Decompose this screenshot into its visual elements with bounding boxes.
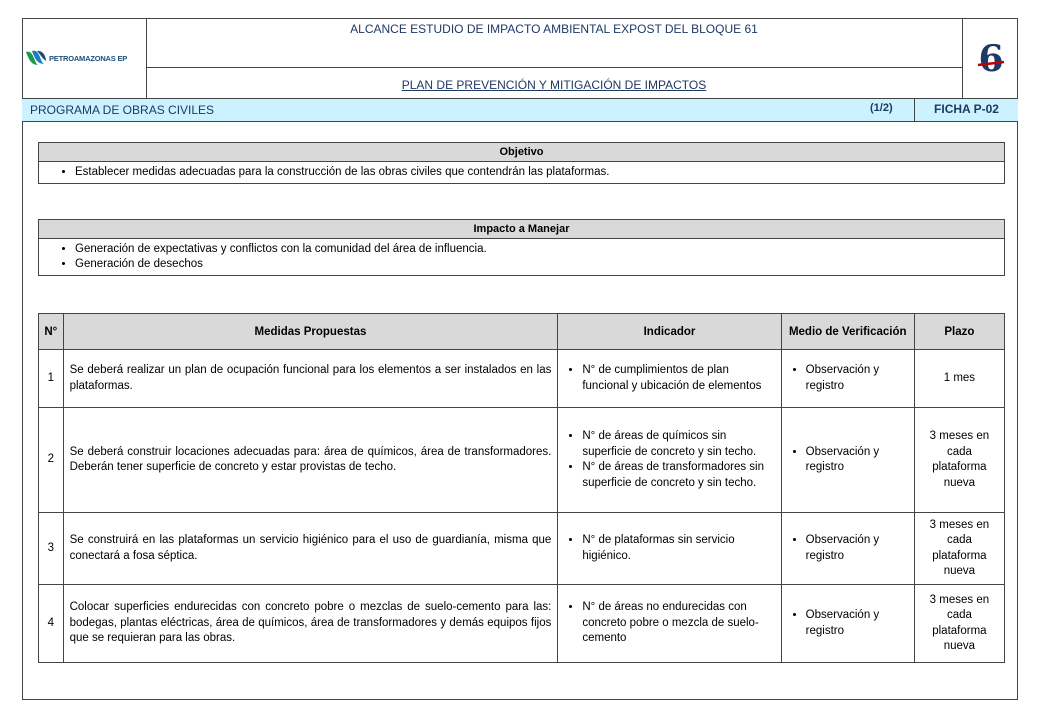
row-number: 2 bbox=[39, 408, 64, 513]
row-number: 3 bbox=[39, 513, 64, 585]
ficha-code: FICHA P-02 bbox=[914, 98, 1018, 122]
document-header bbox=[22, 18, 1018, 98]
indicator-cell bbox=[558, 585, 781, 663]
verification-cell bbox=[781, 585, 914, 663]
impact-title: Impacto a Manejar bbox=[39, 220, 1004, 239]
table-row bbox=[39, 350, 1005, 408]
objective-box bbox=[38, 142, 1005, 184]
chapter-badge bbox=[962, 18, 1019, 98]
list-item: • N° de áreas no endurecidas con concreto pobre o mezcla de suelo-cemento bbox=[582, 600, 774, 647]
verification-cell bbox=[781, 513, 914, 585]
header-indicador: Indicador bbox=[558, 314, 781, 350]
chapter-number: 6 bbox=[978, 41, 1004, 75]
indicator-cell bbox=[558, 513, 781, 585]
list-item: • N° de plataformas sin servicio higiénico. bbox=[582, 533, 774, 564]
list-item: • N° de áreas de transformadores sin superficie de concreto y sin techo. bbox=[582, 460, 774, 491]
page-indicator: (1/2) bbox=[870, 102, 893, 114]
table-header-row bbox=[39, 314, 1005, 350]
table-row bbox=[39, 585, 1005, 663]
document-subtitle: PLAN DE PREVENCIÓN Y MITIGACIÓN DE IMPACTOS bbox=[401, 78, 707, 92]
objective-list bbox=[39, 162, 1004, 183]
measures-table bbox=[38, 313, 1005, 663]
deadline-cell: 3 meses en cada plataforma nueva bbox=[914, 513, 1004, 585]
title-cell bbox=[146, 18, 962, 98]
verification-cell bbox=[781, 350, 914, 408]
impact-box bbox=[38, 219, 1005, 276]
measure-text: Se deberá construir locaciones adecuadas para: área de químicos, área de transformadores. Deberán tener superficie de concreto y estar provistas de techo. bbox=[63, 408, 558, 513]
petroamazonas-logo-icon bbox=[25, 49, 47, 67]
header-plazo: Plazo bbox=[914, 314, 1004, 350]
list-item: • Generación de desechos bbox=[75, 257, 1004, 272]
company-logo bbox=[22, 18, 147, 98]
measure-text: Se deberá realizar un plan de ocupación funcional para los elementos a ser instalados en las plataformas. bbox=[63, 350, 558, 408]
deadline-cell: 3 meses en cada plataforma nueva bbox=[914, 408, 1004, 513]
list-item: • Establecer medidas adecuadas para la construcción de las obras civiles que contendrán las plataformas. bbox=[75, 165, 1004, 180]
row-number: 1 bbox=[39, 350, 64, 408]
verification-cell bbox=[781, 408, 914, 513]
impact-list bbox=[39, 239, 1004, 275]
header-medidas: Medidas Propuestas bbox=[63, 314, 558, 350]
list-item: • Observación y registro bbox=[806, 363, 908, 394]
objective-title: Objetivo bbox=[39, 143, 1004, 162]
list-item: • N° de cumplimientos de plan funcional y ubicación de elementos bbox=[582, 363, 774, 394]
list-item: • Generación de expectativas y conflictos con la comunidad del área de influencia. bbox=[75, 242, 1004, 257]
header-verificacion: Medio de Verificación bbox=[781, 314, 914, 350]
header-num: N° bbox=[39, 314, 64, 350]
table-row bbox=[39, 408, 1005, 513]
list-item: • Observación y registro bbox=[806, 445, 908, 476]
list-item: • Observación y registro bbox=[806, 533, 908, 564]
row-number: 4 bbox=[39, 585, 64, 663]
indicator-cell bbox=[558, 350, 781, 408]
deadline-cell: 3 meses en cada plataforma nueva bbox=[914, 585, 1004, 663]
program-bar bbox=[22, 98, 1018, 122]
list-item: • N° de áreas de químicos sin superficie de concreto y sin techo. bbox=[582, 429, 774, 460]
measure-text: Se construirá en las plataformas un servicio higiénico para el uso de guardianía, misma que conectará a fosa séptica. bbox=[63, 513, 558, 585]
chapter-number-icon bbox=[974, 41, 1008, 75]
document-title: ALCANCE ESTUDIO DE IMPACTO AMBIENTAL EXPOST DEL BLOQUE 61 bbox=[146, 18, 962, 68]
list-item: • Observación y registro bbox=[806, 608, 908, 639]
program-label: PROGRAMA DE OBRAS CIVILES bbox=[30, 103, 215, 117]
indicator-cell bbox=[558, 408, 781, 513]
deadline-cell: 1 mes bbox=[914, 350, 1004, 408]
logo-text: PETROAMAZONAS EP bbox=[49, 53, 128, 63]
table-row bbox=[39, 513, 1005, 585]
measure-text: Colocar superficies endurecidas con concreto pobre o mezclas de suelo-cemento para las: bodegas, plantas eléctricas, área de químicos, área de transformadores y demás equipos fijos que se requieran para las obras. bbox=[63, 585, 558, 663]
